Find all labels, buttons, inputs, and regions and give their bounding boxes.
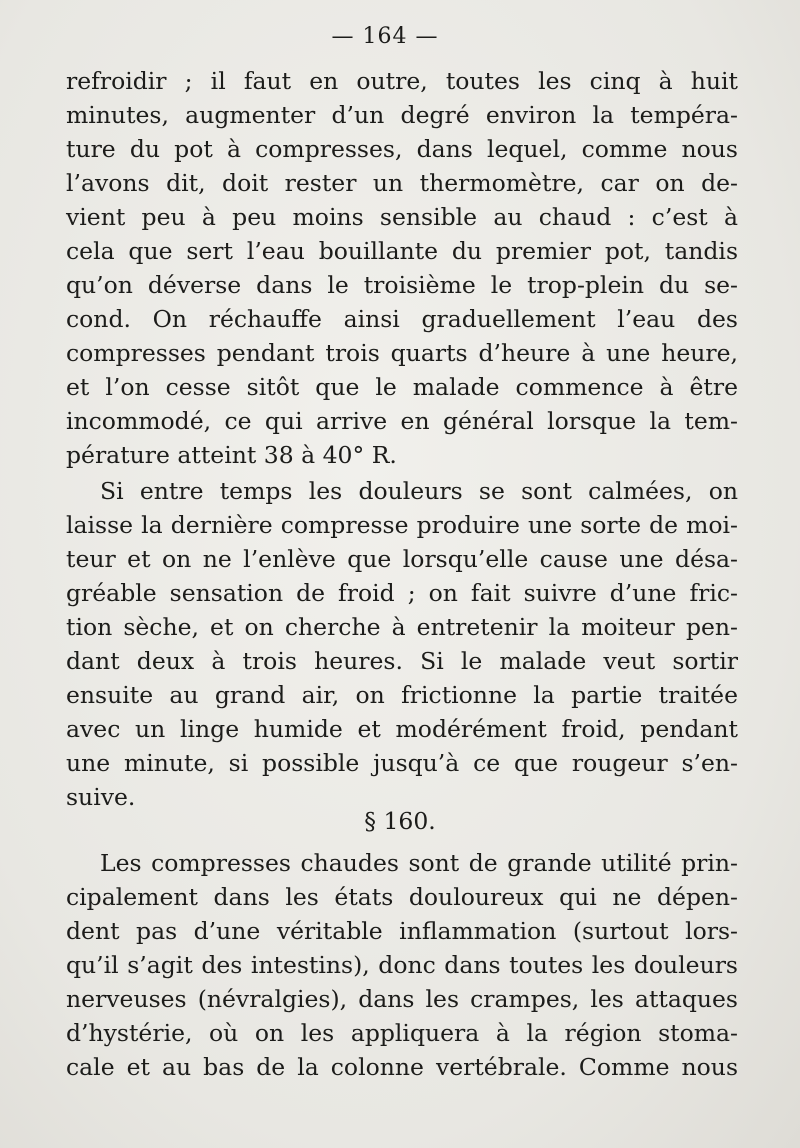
paragraph-2 <box>66 474 738 814</box>
text-line: l’avons dit, doit rester un thermomètre, car on de- <box>66 169 738 197</box>
text-line: dant deux à trois heures. Si le malade veut sortir <box>66 647 738 675</box>
text-line: une minute, si possible jusqu’à ce que rougeur s’en- <box>66 749 738 777</box>
text-line: pérature atteint 38 à 40° R. <box>66 441 397 469</box>
text-line: refroidir ; il faut en outre, toutes les cinq à huit <box>66 67 738 95</box>
text-line: nerveuses (névralgies), dans les crampes, les attaques <box>66 985 738 1013</box>
text-line: qu’il s’agit des intestins), donc dans toutes les douleurs <box>66 951 738 979</box>
text-line: cond. On réchauffe ainsi graduellement l’eau des <box>66 305 738 333</box>
paragraph-1 <box>66 64 738 472</box>
page-number: — 164 — <box>331 24 439 49</box>
text-line: cela que sert l’eau bouillante du premier pot, tandis <box>66 237 738 265</box>
text-line: Si entre temps les douleurs se sont calmées, on <box>100 477 738 505</box>
section-heading: § 160. <box>364 807 436 835</box>
text-line: minutes, augmenter d’un degré environ la tempéra- <box>66 101 738 129</box>
text-line: tion sèche, et on cherche à entretenir la moiteur pen- <box>66 613 738 641</box>
text-line: suive. <box>66 783 136 811</box>
text-line: gréable sensation de froid ; on fait suivre d’une fric- <box>66 579 738 607</box>
text-line: d’hystérie, où on les appliquera à la région stoma- <box>66 1019 738 1047</box>
text-line: dent pas d’une véritable inflammation (surtout lors- <box>66 917 738 945</box>
text-line: ture du pot à compresses, dans lequel, comme nous <box>66 135 738 163</box>
text-line: laisse la dernière compresse produire une sorte de moi- <box>66 511 738 539</box>
text-line: teur et on ne l’enlève que lorsqu’elle cause une désa- <box>66 545 738 573</box>
text-line: incommodé, ce qui arrive en général lorsque la tem- <box>66 407 738 435</box>
text-line: vient peu à peu moins sensible au chaud : c’est à <box>66 203 738 231</box>
text-line: et l’on cesse sitôt que le malade commence à être <box>66 373 738 401</box>
paragraph-3 <box>66 846 738 1084</box>
text-line: cale et au bas de la colonne vertébrale. Comme nous <box>66 1053 738 1081</box>
text-line: Les compresses chaudes sont de grande utilité prin- <box>100 849 738 877</box>
text-line: compresses pendant trois quarts d’heure à une heure, <box>66 339 738 367</box>
text-line: ensuite au grand air, on frictionne la partie traitée <box>66 681 738 709</box>
text-line: avec un linge humide et modérément froid, pendant <box>66 715 738 743</box>
text-line: qu’on déverse dans le troisième le trop-plein du se- <box>66 271 738 299</box>
text-line: cipalement dans les états douloureux qui ne dépen- <box>66 883 738 911</box>
